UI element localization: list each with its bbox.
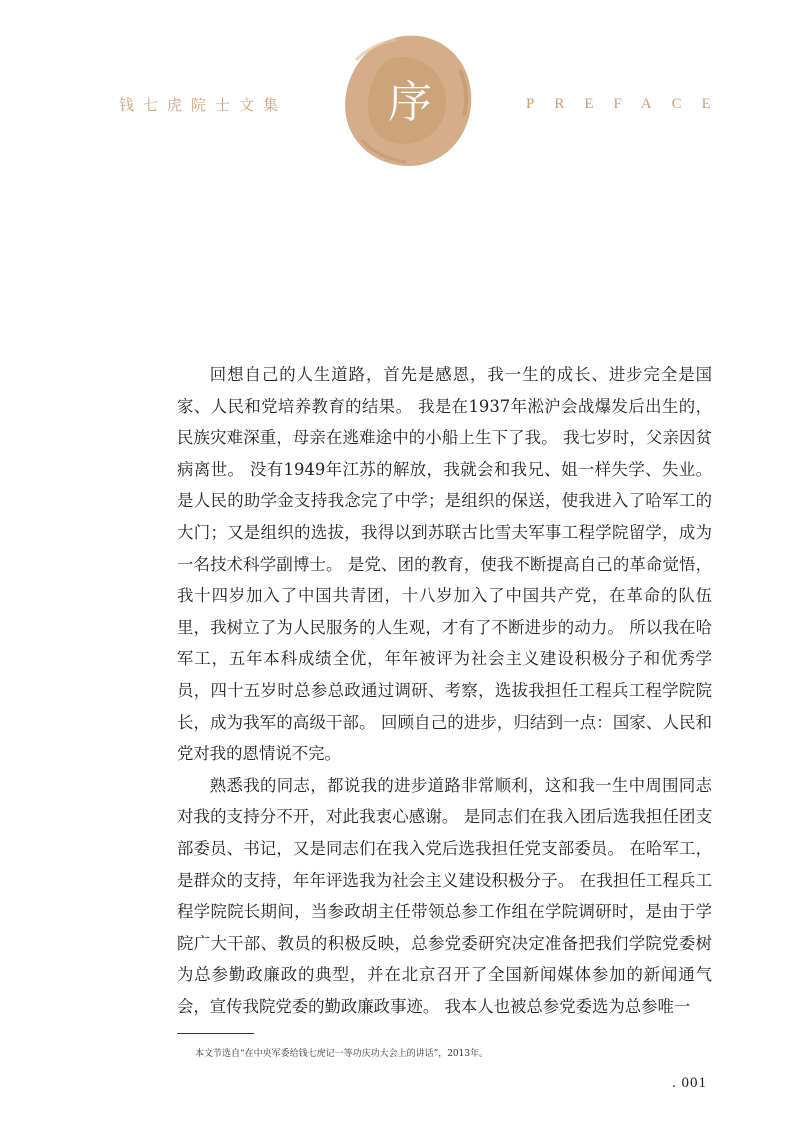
paragraph: 熟悉我的同志，都说我的进步道路非常顺利，这和我一生中周围同志对我的支持分不开，对此我衷心感谢。 是同志们在我入团后选我担任团支部委员、书记，又是同志们在我入党后选我担任党支部委员。 在哈军工，是群众的支持，年年评选我为社会主义建设积极分子。 在我担任工程兵工程学院院长期间，当参政胡主任带领总参工作组在学院调研时，是由于学院广大干部、教员的积极反映，总参党委研究决定准备把我们学院党委树为总参勤政廉政的典型，并在北京召开了全国新闻媒体参加的新闻通气会，宣传我院党委的勤政廉政事迹。 我本人也被总参党委选为总参唯一	[177, 775, 712, 1016]
footnote-divider	[177, 1033, 254, 1034]
paragraph: 回想自己的人生道路，首先是感恩，我一生的成长、进步完全是国家、人民和党培养教育的结果。 我是在1937年淞沪会战爆发后出生的，民族灾难深重，母亲在逃难途中的小船上生下了我。 我七岁时，父亲因贫病离世。 没有1949年江苏的解放，我就会和我兄、姐一样失学、失业。是人民的助学金支持我念完了中学；是组织的保送，使我进入了哈军工的大门；又是组织的选拔，我得以到苏联古比雪夫军事工程学院留学，成为一名技术科学副博士。 是党、团的教育，使我不断提高自己的革命觉悟，我十四岁加入了中国共青团，十八岁加入了中国共产党，在革命的队伍里，我树立了为人民服务的人生观，才有了不断进步的动力。 所以我在哈军工，五年本科成绩全优，年年被评为社会主义建设积极分子和优秀学员，四十五岁时总参总政通过调研、考察，选拔我担任工程兵工程学院院长，成为我军的高级干部。 回顾自己的进步，归结到一点：国家、人民和党对我的恩情说不完。	[177, 365, 712, 764]
footnote: 本文节选自“在中央军委给钱七虎记一等功庆功大会上的讲话”，2013年。	[195, 1049, 489, 1059]
collection-title: 钱七虎院士文集	[119, 96, 288, 114]
seal-character: 序	[388, 77, 432, 128]
page-number: . 001	[672, 1075, 707, 1091]
seal-stamp	[342, 30, 474, 170]
english-title: PREFACE	[526, 96, 731, 112]
body-text	[177, 359, 712, 1022]
